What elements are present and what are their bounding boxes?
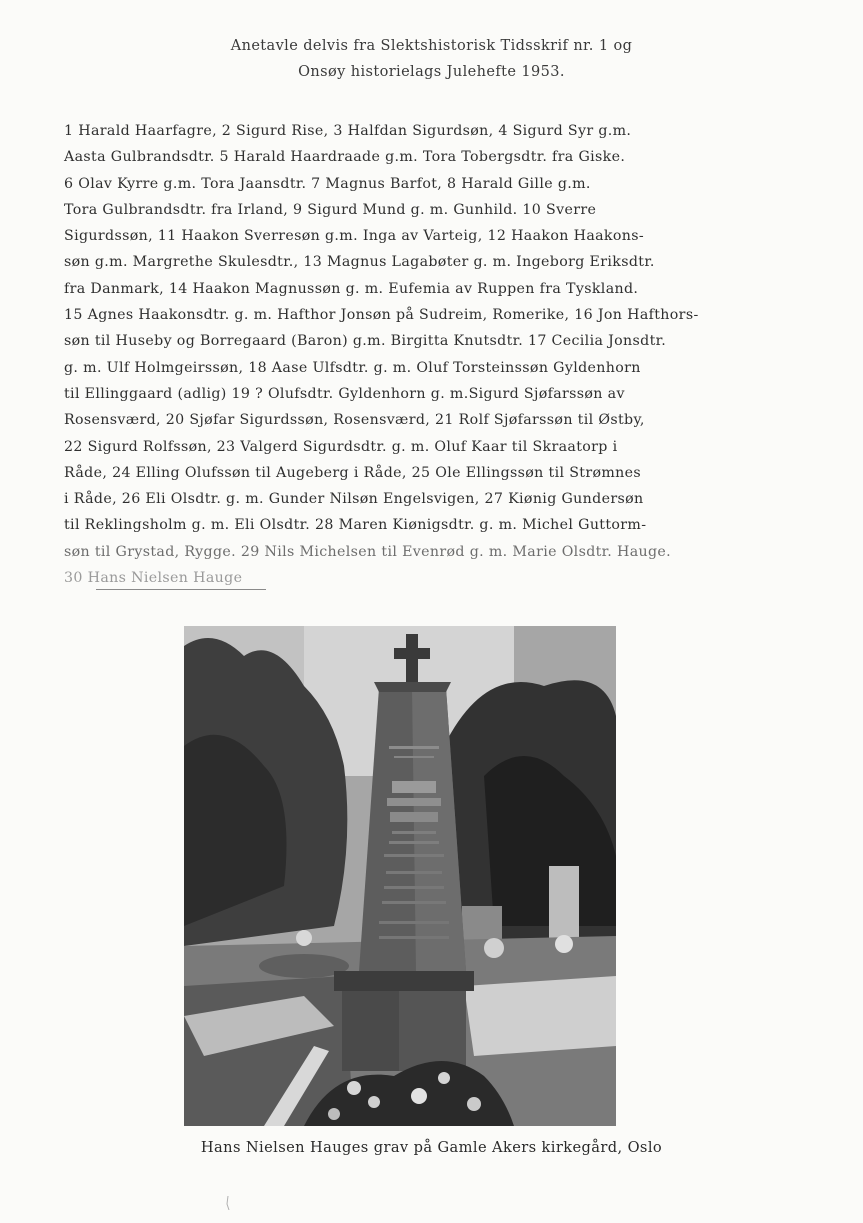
photo-caption: Hans Nielsen Hauges grav på Gamle Akers kirkegård, Oslo [200, 1139, 663, 1156]
header-line-2: Onsøy historielags Julehefte 1953. [298, 64, 565, 80]
genealogy-line: 1 Harald Haarfagre, 2 Sigurd Rise, 3 Halfdan Sigurdsøn, 4 Sigurd Syr g.m. [64, 123, 632, 139]
gravestone-photo [184, 626, 616, 1126]
genealogy-line: Rosensværd, 20 Sjøfar Sigurdssøn, Rosensværd, 21 Rolf Sjøfarssøn til Østby, [64, 412, 645, 429]
underline-rule [96, 589, 266, 590]
genealogy-line: 30 Hans Nielsen Hauge [64, 570, 243, 587]
genealogy-line: til Reklingsholm g. m. Eli Olsdtr. 28 Maren Kiønigsdtr. g. m. Michel Guttorm- [64, 517, 647, 534]
genealogy-line: g. m. Ulf Holmgeirssøn, 18 Aase Ulfsdtr. g. m. Oluf Torsteinssøn Gyldenhorn [64, 359, 641, 376]
genealogy-text [64, 118, 809, 591]
genealogy-line: fra Danmark, 14 Haakon Magnussøn g. m. Eufemia av Ruppen fra Tyskland. [64, 280, 639, 297]
genealogy-line: Tora Gulbrandsdtr. fra Irland, 9 Sigurd Mund g. m. Gunhild. 10 Sverre [64, 201, 597, 218]
header-line-1: Anetavle delvis fra Slektshistorisk Tidsskrif nr. 1 og [230, 38, 633, 54]
gravestone-photo-drawing [184, 626, 616, 1126]
genealogy-line: Råde, 24 Elling Olufssøn til Augeberg i Råde, 25 Ole Ellingssøn til Strømnes [64, 464, 642, 481]
genealogy-line: 22 Sigurd Rolfssøn, 23 Valgerd Sigurdsdtr. g. m. Oluf Kaar til Skraatorp i [64, 438, 618, 455]
genealogy-line: søn til Grystad, Rygge. 29 Nils Michelsen til Evenrød g. m. Marie Olsdtr. Hauge. [64, 543, 672, 560]
genealogy-line: 15 Agnes Haakonsdtr. g. m. Hafthor Jonsøn på Sudreim, Romerike, 16 Jon Hafthors- [64, 307, 699, 324]
genealogy-line: søn til Huseby og Borregaard (Baron) g.m. Birgitta Knutsdtr. 17 Cecilia Jonsdtr. [64, 333, 667, 350]
genealogy-line: søn g.m. Margrethe Skulesdtr., 13 Magnus Lagabøter g. m. Ingeborg Eriksdtr. [64, 254, 655, 271]
genealogy-line: 6 Olav Kyrre g.m. Tora Jaansdtr. 7 Magnus Barfot, 8 Harald Gille g.m. [64, 175, 591, 192]
genealogy-line: i Råde, 26 Eli Olsdtr. g. m. Gunder Nilsøn Engelsvigen, 27 Kiønig Gundersøn [64, 491, 644, 508]
genealogy-line: Aasta Gulbrandsdtr. 5 Harald Haardraade g.m. Tora Tobergsdtr. fra Giske. [64, 149, 626, 166]
genealogy-line: Sigurdssøn, 11 Haakon Sverresøn g.m. Inga av Varteig, 12 Haakon Haakons- [64, 228, 645, 245]
genealogy-line: til Ellinggaard (adlig) 19 ? Olufsdtr. Gyldenhorn g. m.Sigurd Sjøfarssøn av [64, 385, 625, 402]
paper-speck [225, 1196, 231, 1210]
